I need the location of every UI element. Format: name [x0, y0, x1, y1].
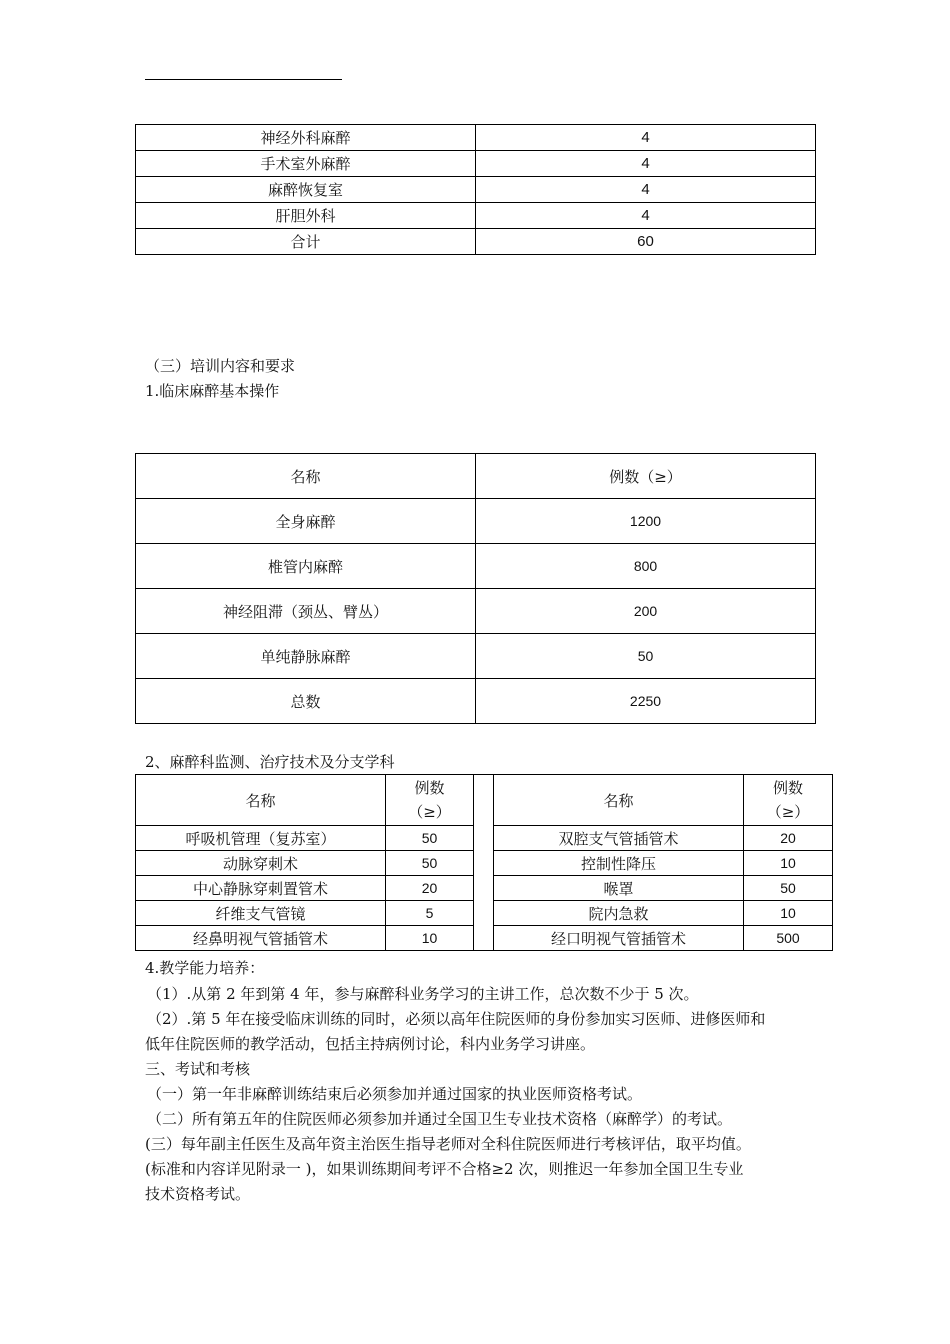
table-cell-value: 50 — [744, 876, 833, 901]
table-cell-value: 50 — [476, 634, 816, 679]
table-cell-value: 4 — [476, 177, 816, 203]
table-cell-value: 4 — [476, 203, 816, 229]
table-cell-name: 椎管内麻醉 — [136, 544, 476, 589]
table-row — [136, 203, 816, 229]
table-cell-name: 动脉穿刺术 — [136, 851, 386, 876]
monitoring-tech-table — [135, 774, 833, 951]
table-cell-name: 合计 — [136, 229, 476, 255]
table-cell-name: 双腔支气管插管术 — [494, 826, 744, 851]
table-cell-name: 手术室外麻醉 — [136, 151, 476, 177]
rotation-table — [135, 124, 816, 255]
table-cell-name: 全身麻醉 — [136, 499, 476, 544]
table-cell-value: 2250 — [476, 679, 816, 724]
table-cell-name: 控制性降压 — [494, 851, 744, 876]
paragraph: (标准和内容详见附录一 )，如果训练期间考评不合格≥2 次，则推迟一年参加全国卫生专业 — [145, 1160, 744, 1178]
paragraph: 低年住院医师的教学活动，包括主持病例讨论，科内业务学习讲座。 — [145, 1035, 596, 1053]
column-header-count: 例数（≥） — [476, 454, 816, 499]
section-heading: 三、考试和考核 — [145, 1060, 251, 1078]
table-cell-value: 10 — [744, 851, 833, 876]
table-row — [136, 589, 816, 634]
table-row — [136, 544, 816, 589]
header-count-line: （≥） — [766, 803, 810, 821]
table-cell-value: 20 — [744, 826, 833, 851]
table-divider-column — [474, 775, 494, 951]
header-count-line: 例数 — [414, 779, 445, 797]
table-cell-name: 神经外科麻醉 — [136, 125, 476, 151]
table-header-row — [136, 454, 816, 499]
table-cell-value: 1200 — [476, 499, 816, 544]
subsection-heading: 4.教学能力培养： — [145, 959, 265, 977]
table-row — [136, 499, 816, 544]
paragraph: （1）.从第 2 年到第 4 年，参与麻醉科业务学习的主讲工作，总次数不少于 5 次。 — [147, 985, 699, 1003]
table-cell-value: 10 — [386, 926, 474, 951]
table-cell-name: 经口明视气管插管术 — [494, 926, 744, 951]
table-cell-name: 单纯静脉麻醉 — [136, 634, 476, 679]
table-cell-value: 20 — [386, 876, 474, 901]
table-cell-value: 200 — [476, 589, 816, 634]
table-cell-value: 5 — [386, 901, 474, 926]
table-row — [136, 177, 816, 203]
table-cell-name: 中心静脉穿刺置管术 — [136, 876, 386, 901]
paragraph: （2）.第 5 年在接受临床训练的同时，必须以高年住院医师的身份参加实习医师、进修医师和 — [147, 1010, 766, 1028]
table-row — [136, 634, 816, 679]
column-header-name: 名称 — [136, 454, 476, 499]
table-cell-value: 4 — [476, 151, 816, 177]
table-cell-value: 10 — [744, 901, 833, 926]
table-cell-value: 50 — [386, 851, 474, 876]
table-cell-name: 呼吸机管理（复苏室） — [136, 826, 386, 851]
header-count-line: （≥） — [408, 803, 451, 821]
table-cell-value: 50 — [386, 826, 474, 851]
table-cell-name: 纤维支气管镜 — [136, 901, 386, 926]
anesthesia-ops-table — [135, 453, 816, 724]
section-heading: （三）培训内容和要求 — [145, 357, 296, 375]
table-row — [136, 229, 816, 255]
table-cell-name: 总数 — [136, 679, 476, 724]
table-cell-value: 500 — [744, 926, 833, 951]
table-cell-name: 肝胆外科 — [136, 203, 476, 229]
table-cell-name: 神经阻滞（颈丛、臂丛） — [136, 589, 476, 634]
header-rule — [145, 79, 342, 80]
column-header-count — [386, 775, 474, 826]
table-cell-name: 院内急救 — [494, 901, 744, 926]
table-cell-value: 60 — [476, 229, 816, 255]
subsection-heading: 1.临床麻醉基本操作 — [145, 382, 280, 400]
column-header-name: 名称 — [494, 775, 744, 826]
subsection-heading: 2、麻醉科监测、治疗技术及分支学科 — [145, 753, 395, 771]
header-count-line: 例数 — [772, 779, 803, 797]
table-row — [136, 151, 816, 177]
table-row — [136, 125, 816, 151]
paragraph: 技术资格考试。 — [145, 1185, 251, 1203]
table-cell-value: 800 — [476, 544, 816, 589]
paragraph: （二）所有第五年的住院医师必须参加并通过全国卫生专业技术资格（麻醉学）的考试。 — [147, 1110, 733, 1128]
table-header-row — [136, 775, 833, 826]
table-cell-value: 4 — [476, 125, 816, 151]
column-header-count — [744, 775, 833, 826]
table-cell-name: 喉罩 — [494, 876, 744, 901]
paragraph: (三）每年副主任医生及高年资主治医生指导老师对全科住院医师进行考核评估，取平均值。 — [145, 1135, 751, 1153]
table-row — [136, 679, 816, 724]
column-header-name: 名称 — [136, 775, 386, 826]
table-cell-name: 麻醉恢复室 — [136, 177, 476, 203]
paragraph: （一）第一年非麻醉训练结束后必须参加并通过国家的执业医师资格考试。 — [147, 1085, 643, 1103]
table-cell-name: 经鼻明视气管插管术 — [136, 926, 386, 951]
